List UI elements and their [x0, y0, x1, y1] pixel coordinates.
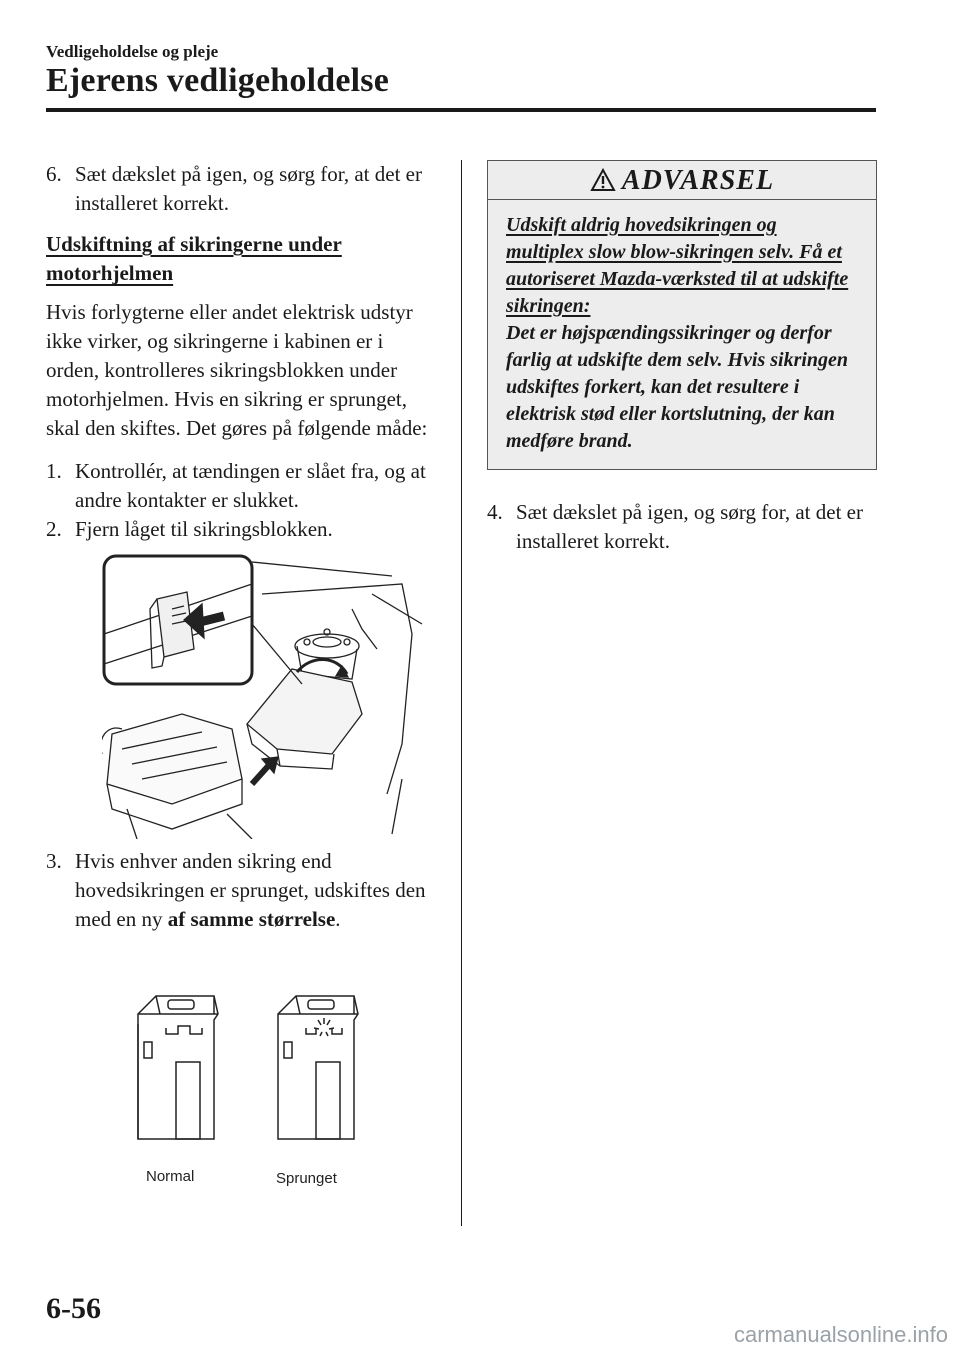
- step-number: 1.: [46, 459, 62, 483]
- step-text: Kontrollér, at tændingen er slået fra, og at andre kontakter er slukket.: [75, 459, 426, 512]
- warning-header: [488, 161, 876, 200]
- right-column: [487, 160, 877, 556]
- section-small-heading: Vedligeholdelse og pleje: [46, 42, 219, 61]
- warning-body: [488, 200, 876, 469]
- blown-fuse-icon: [278, 996, 358, 1139]
- step-3-text-end: .: [335, 907, 341, 931]
- site-watermark: carmanualsonline.info: [733, 1322, 948, 1347]
- step-number: 6.: [46, 162, 62, 186]
- column-divider: [461, 160, 462, 1226]
- step-4: [487, 498, 877, 556]
- fuse-block-cover-illustration: [102, 554, 432, 839]
- left-column: [46, 160, 441, 1187]
- step-text: Fjern låget til sikringsblokken.: [75, 517, 333, 541]
- step-text: Sæt dækslet på igen, og sørg for, at det er installeret korrekt.: [75, 162, 422, 215]
- warning-title: ADVARSEL: [621, 164, 775, 196]
- intro-paragraph: Hvis forlygterne eller andet elektrisk udstyr ikke virker, og sikringerne i kabinen er i orden, kontrolleres sikringsblokken under motorhjelmen. Hvis en sikring er sprunget, skal den skiftes. Det gøres på følgende måde:: [46, 300, 428, 440]
- step-text: [75, 847, 441, 934]
- warning-text: Det er højspændingssikringer og derfor farlig at udskifte dem selv. Hvis sikringen udskiftes forkert, kan det resultere i elektrisk stød eller kortslutning, der kan medføre brand.: [506, 322, 849, 452]
- step-3-text-start: Hvis enhver anden sikring end hovedsikringen er sprunget, udskiftes den med en ny: [75, 849, 426, 931]
- step-6: [46, 160, 441, 218]
- step-text: Sæt dækslet på igen, og sørg for, at det er installeret korrekt.: [516, 500, 863, 553]
- step-3-bold-text: af samme størrelse: [167, 907, 336, 931]
- header-divider: [46, 108, 876, 112]
- step-3: [46, 847, 441, 934]
- page-number: 6-56: [46, 1292, 101, 1325]
- step-1: [46, 457, 441, 515]
- step-2: [46, 515, 441, 544]
- warning-box: [487, 160, 877, 470]
- step-number: 2.: [46, 517, 62, 541]
- normal-fuse-icon: [138, 996, 218, 1139]
- step-number: 4.: [487, 500, 503, 524]
- fuse-blown-label: Sprunget: [276, 1170, 337, 1187]
- step-number: 3.: [46, 849, 62, 873]
- fuse-comparison-illustration: [126, 984, 366, 1187]
- warning-underlined-text: Udskift aldrig hovedsikringen og multiplex slow blow-sikringen selv. Få et autoriseret Mazda-værksted til at udskifte sikringen:: [506, 214, 849, 317]
- subheading: Udskiftning af sikringerne under motorhjelmen: [46, 232, 342, 285]
- fuse-normal-label: Normal: [146, 1168, 195, 1185]
- warning-triangle-icon: [590, 168, 616, 192]
- page-title: Ejerens vedligeholdelse: [46, 62, 390, 99]
